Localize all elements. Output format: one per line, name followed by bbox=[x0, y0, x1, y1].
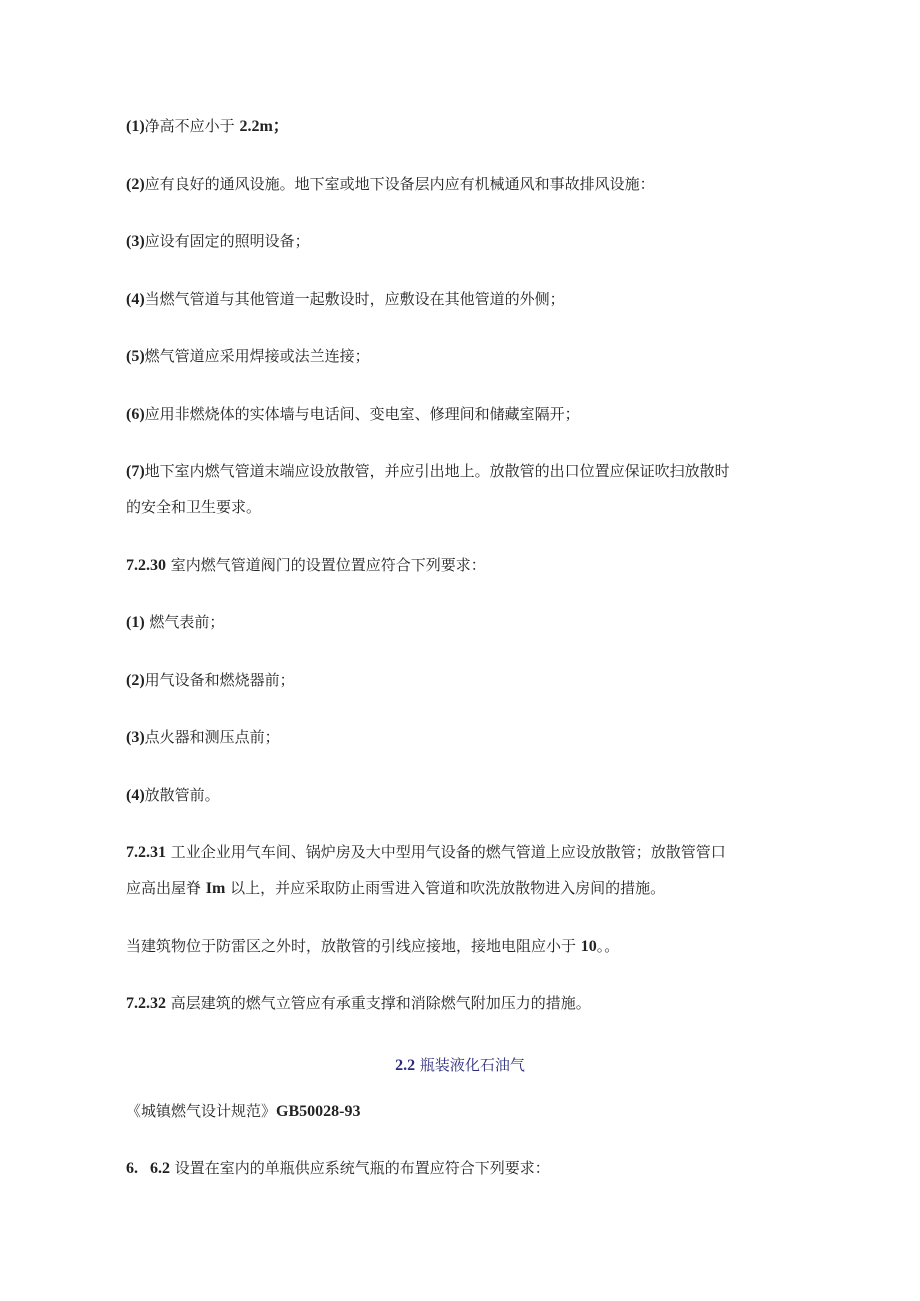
item-3: (3)应设有固定的照明设备； bbox=[126, 232, 310, 250]
item-7: (7)地下室内燃气管道末端应设放散管，并应引出地上。放散管的出口位置应保证吹扫放散时 bbox=[126, 462, 730, 480]
item-1: (1)净高不应小于 2.2m； bbox=[126, 117, 289, 135]
clause-6-6-2: 6. 6.2 设置在室内的单瓶供应系统气瓶的布置应符合下列要求： bbox=[126, 1159, 550, 1177]
valve-item-3: (3)点火器和测压点前； bbox=[126, 728, 280, 746]
standard-reference: 《城镇燃气设计规范》GB50028-93 bbox=[126, 1102, 361, 1120]
valve-item-1: (1) 燃气表前； bbox=[126, 613, 225, 631]
section-heading: 2.2 瓶装液化石油气 bbox=[395, 1056, 525, 1074]
clause-7-2-31: 7.2.31 工业企业用气车间、锅炉房及大中型用气设备的燃气管道上应设放散管；放散管管口 bbox=[126, 843, 726, 861]
clause-7-2-32: 7.2.32 高层建筑的燃气立管应有承重支撑和消除燃气附加压力的措施。 bbox=[126, 994, 591, 1012]
valve-item-4: (4)放散管前。 bbox=[126, 786, 220, 804]
valve-item-2: (2)用气设备和燃烧器前； bbox=[126, 671, 295, 689]
lightning-protection-note: 当建筑物位于防雷区之外时，放散管的引线应接地，接地电阻应小于 10。。 bbox=[126, 937, 620, 955]
item-5: (5)燃气管道应采用焊接或法兰连接； bbox=[126, 347, 370, 365]
item-4: (4)当燃气管道与其他管道一起敷设时，应敷设在其他管道的外侧； bbox=[126, 290, 565, 308]
item-2: (2)应有良好的通风设施。地下室或地下设备层内应有机械通风和事故排风设施： bbox=[126, 175, 655, 193]
clause-7-2-30: 7.2.30 室内燃气管道阀门的设置位置应符合下列要求： bbox=[126, 556, 486, 574]
item-6: (6)应用非燃烧体的实体墙与电话间、变电室、修理间和储藏室隔开； bbox=[126, 405, 580, 423]
item-7-continued: 的安全和卫生要求。 bbox=[126, 498, 262, 516]
clause-7-2-31-continued: 应高出屋脊 Im 以上，并应采取防止雨雪进入管道和吹洗放散物进入房间的措施。 bbox=[126, 879, 666, 897]
